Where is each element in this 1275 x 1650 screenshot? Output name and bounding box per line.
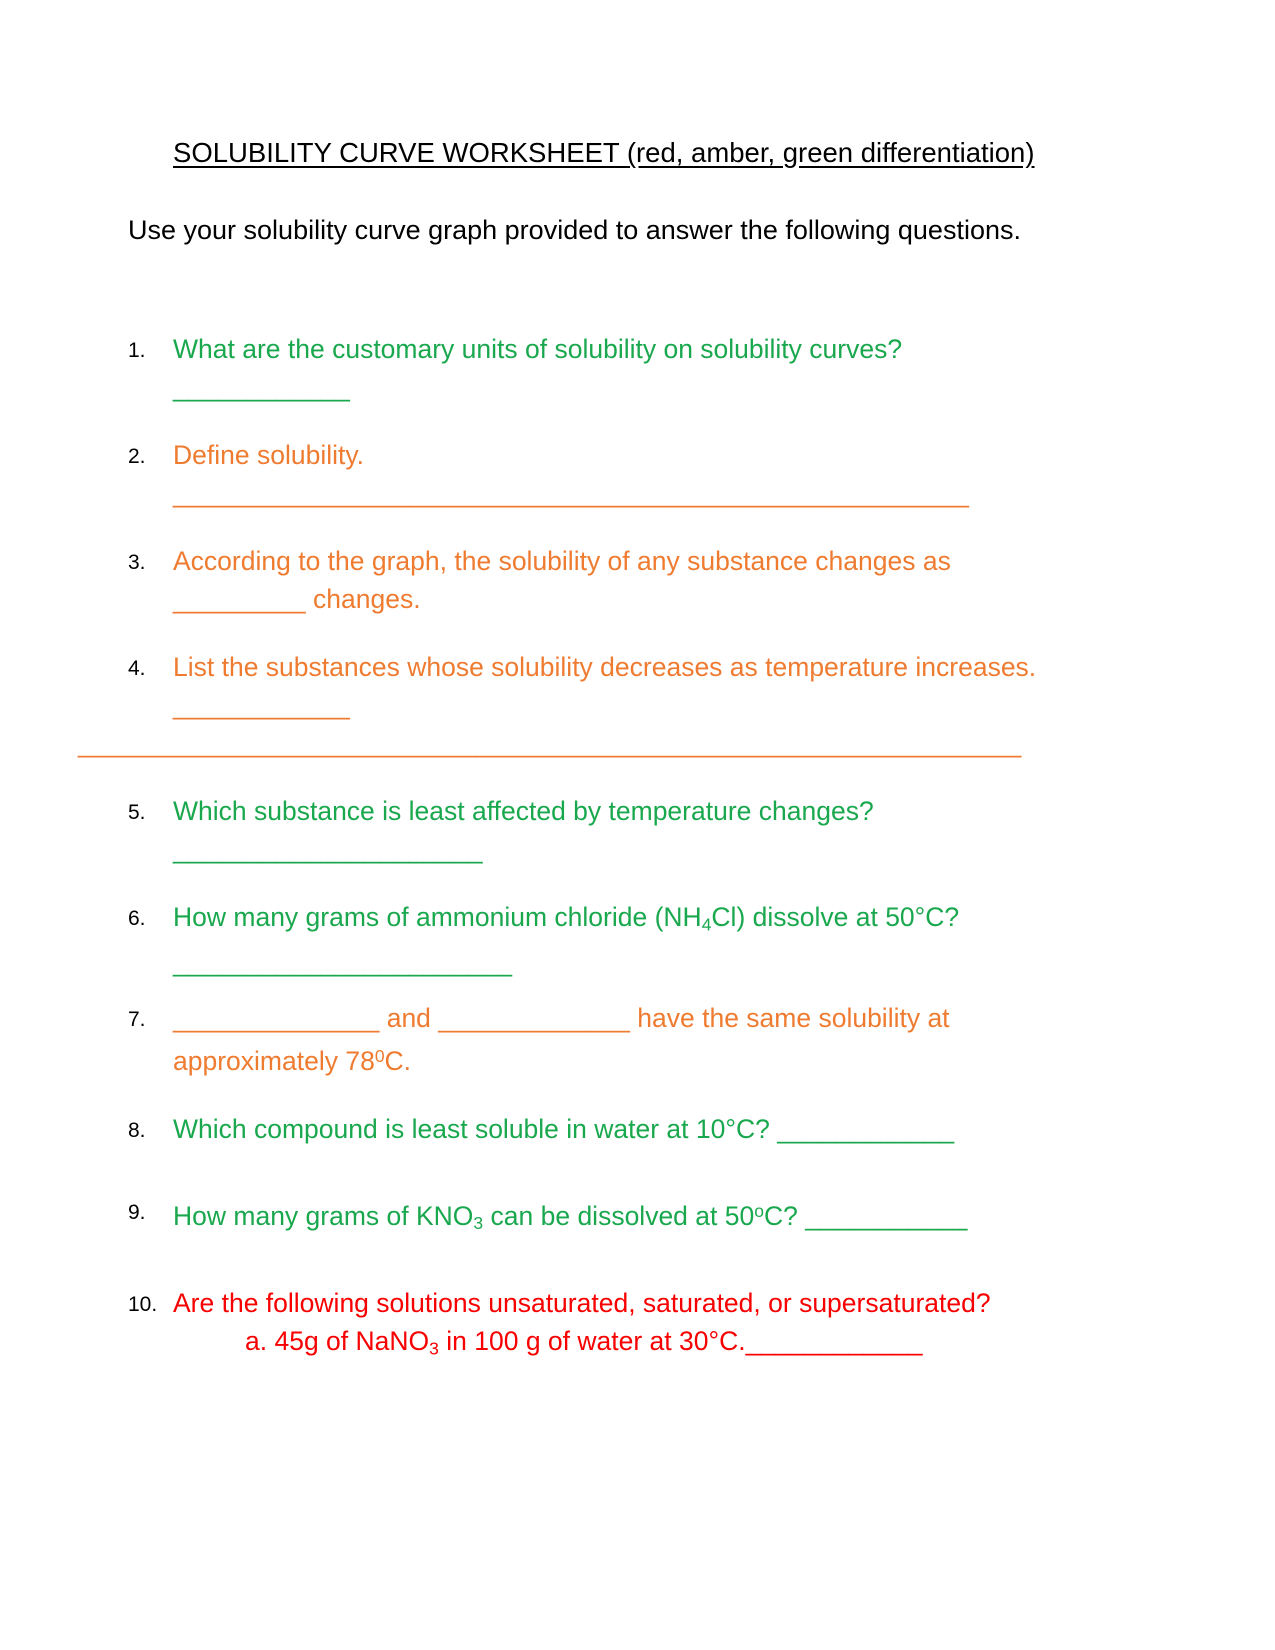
question-number: 3. [128,551,146,574]
question-text-part-b: Cl) dissolve at 50°C? [711,902,960,932]
question-text-tail: have the same solubility at [629,1003,950,1034]
question-text: Define solubility. [173,440,364,470]
question-text-part-b: can be dissolved at 50 [483,1201,755,1232]
spacer [128,1150,1128,1192]
degree-superscript: 0 [374,1046,385,1067]
spacer [128,406,1128,436]
question-number: 6. [128,907,146,930]
question-item-4 [128,648,1128,724]
question-text: Which compound is least soluble in water at 10°C? [173,1114,778,1145]
page-title: SOLUBILITY CURVE WORKSHEET (red, amber, green differentiation) [173,137,1035,168]
question-item-3 [128,542,1128,618]
formula-subscript: 3 [473,1213,484,1234]
question-body [173,330,1128,406]
formula-subscript: 4 [701,914,712,935]
question-body [173,1192,1128,1242]
question-item-5 [128,792,1128,868]
sub-item-text-b: in 100 g of water at 30°C. [438,1326,746,1357]
spacer [128,868,1128,898]
question-item-1 [128,330,1128,406]
question-line-2 [173,580,1128,618]
answer-blank-wide[interactable]: ________________________________________________________________ [78,728,1022,758]
formula-subscript: 3 [429,1338,439,1359]
answer-blank[interactable]: _________ [173,584,306,614]
question-body [173,436,1128,512]
sub-item-label: a. [245,1326,268,1357]
question-text: Are the following solutions unsaturated, saturated, or supersaturated? [173,1288,991,1319]
sub-item-a [173,1322,1128,1367]
question-text: According to the graph, the solubility of any substance changes as [173,546,951,576]
question-number: 5. [128,801,146,824]
question-body [173,542,1128,618]
spacer [128,1080,1128,1110]
spacer [128,762,1128,792]
question-body [173,648,1128,724]
question-text-part-a: approximately 78 [173,1046,375,1077]
sub-item-text-a: 45g of NaNO [274,1326,430,1357]
question-number: 1. [128,339,146,362]
answer-blank-b[interactable]: _____________ [438,1003,630,1034]
question-item-9 [128,1192,1128,1242]
question-item-10 [128,1284,1128,1367]
degree-superscript: o [754,1201,764,1222]
question-body [173,1284,1128,1367]
question-item-6 [128,898,1128,981]
question-item-8 [128,1110,1128,1150]
spacer [128,1242,1128,1284]
answer-blank-a[interactable]: ______________ [173,1003,380,1034]
question-text: What are the customary units of solubility on solubility curves? [173,334,903,364]
questions-list [78,330,1128,1368]
question-text-part-a: How many grams of ammonium chloride (NH [173,902,702,932]
spacer [128,512,1128,542]
question-number: 10. [128,1293,158,1317]
question-text-mid: and [379,1003,439,1034]
answer-blank[interactable]: ____________ [777,1114,955,1145]
question-text-part-a: How many grams of KNO [173,1201,474,1232]
question-item-2 [128,436,1128,512]
question-text-part-c: C? [763,1201,806,1232]
question-number: 4. [128,657,146,680]
spacer [128,618,1128,648]
question-number: 9. [128,1201,146,1225]
question-number: 2. [128,445,146,468]
spacer [128,981,1128,999]
question-body [173,792,1128,868]
answer-blank[interactable]: _______________________ [173,947,512,978]
answer-blank[interactable]: ____________ [173,372,350,402]
question-text-part-b: C. [384,1046,412,1077]
question-number: 7. [128,1008,146,1032]
question-text: List the substances whose solubility decreases as temperature increases. [173,652,1037,682]
answer-blank[interactable]: ______________________________________________________ [173,478,969,508]
question-body [173,898,1128,981]
answer-blank[interactable]: _____________________ [173,834,483,864]
question-item-7 [128,999,1128,1080]
question-line-2 [173,1037,1128,1080]
question-body [173,999,1128,1080]
question-number: 8. [128,1119,146,1143]
answer-blank[interactable]: ___________ [805,1201,968,1232]
intro-instruction: Use your solubility curve graph provided to answer the following questions. [128,215,1021,245]
question-body [173,1110,1128,1148]
question-text: Which substance is least affected by temperature changes? [173,796,874,826]
question-text-cont: changes. [305,584,421,614]
answer-blank[interactable]: ____________ [745,1326,923,1357]
answer-blank[interactable]: ____________ [173,690,350,720]
